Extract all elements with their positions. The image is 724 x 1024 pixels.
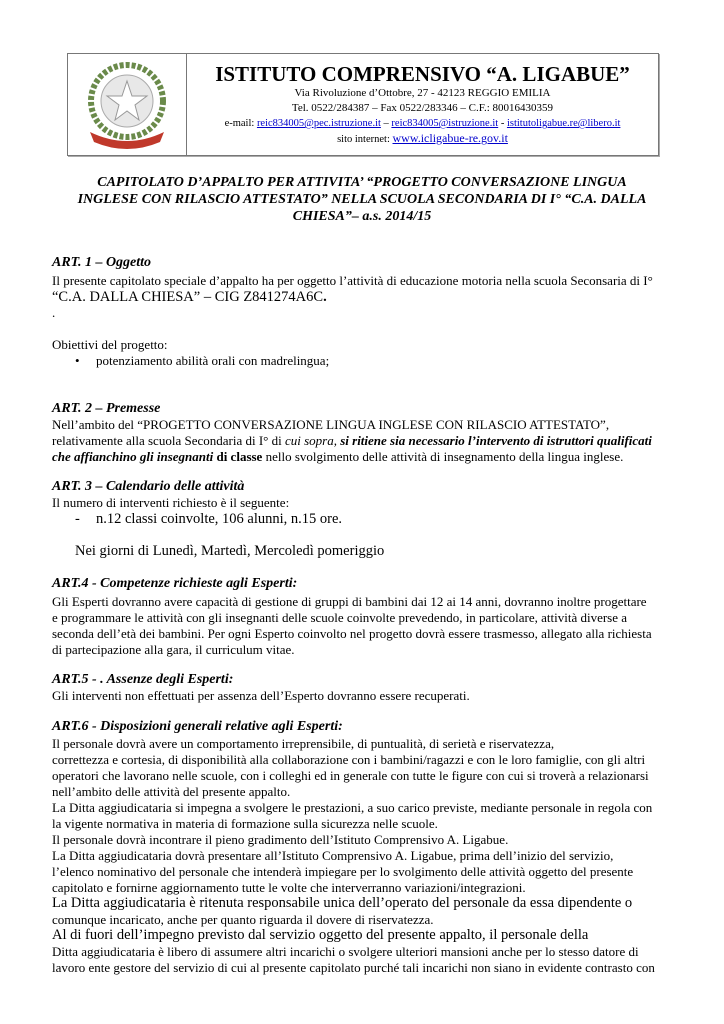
site-line [187, 131, 658, 147]
text: . [323, 289, 327, 305]
art6-line: comunque incaricato, anche per quanto riguarda il dovere di riservatezza. [52, 912, 434, 927]
letterhead [67, 53, 659, 156]
art3-item: n.12 classi coinvolte, 106 alunni, n.15 ore. [96, 511, 343, 527]
art6-heading: ART.6 - Disposizioni generali relative agli Esperti: [52, 719, 343, 734]
text: “C.A. DALLA CHIESA” – [52, 289, 215, 305]
art6-line: Il personale dovrà incontrare il pieno gradimento dell’Istituto Comprensivo A. Ligabue. [52, 832, 509, 847]
art2-line: Nell’ambito del “PROGETTO CONVERSAZIONE LINGUA INGLESE CON RILASCIO ATTESTATO”, [52, 417, 610, 432]
email-label: e-mail: [224, 118, 257, 129]
art1-heading: ART. 1 – Oggetto [52, 255, 152, 270]
art2-heading: ART. 2 – Premesse [52, 401, 161, 416]
art3-line: Il numero di interventi richiesto è il seguente: [52, 495, 290, 510]
art6-line: La Ditta aggiudicataria dovrà presentare all’Istituto Comprensivo A. Ligabue, prima dell’inizio del servizio, [52, 848, 614, 863]
text: nello svolgimento delle attività di insegnamento della lingua inglese. [262, 449, 624, 464]
art4-line: di partecipazione alla gara, il curriculum vitae. [52, 642, 295, 657]
art6-line: Ditta aggiudicataria è libero di assumere altri incarichi o svolgere ulteriori mansioni anche per lo stesso datore di [52, 944, 639, 959]
art6-line: l’elenco nominativo del personale che intenderà impiegare per lo svolgimento delle attività oggetto del presente [52, 864, 634, 879]
email-link[interactable]: reic834005@istruzione.it [391, 118, 499, 129]
dot: . [52, 305, 56, 320]
art6-line: La Ditta aggiudicataria è ritenuta responsabile unica dell’operato del personale da essa dipendente o [52, 895, 633, 911]
email-pec-link[interactable]: reic834005@pec.istruzione.it [256, 118, 381, 129]
art3-heading: ART. 3 – Calendario delle attività [52, 479, 245, 494]
art6-line: operatori che lavorano nelle scuole, con i colleghi ed in generale con tutte le figure con cui si troverà a relazionarsi [52, 768, 649, 783]
text: che affianchino gli insegnanti [52, 449, 214, 464]
doc-title-3: CHIESA”– a.s. 2014/15 [292, 209, 432, 224]
art1-line [52, 289, 327, 305]
school-name: ISTITUTO COMPRENSIVO “A. LIGABUE” [215, 62, 630, 86]
art2-line [52, 449, 623, 465]
art6-line: capitolato e fornirne aggiornamento tutte le volte che interverranno variazioni/integrazioni. [52, 880, 526, 895]
art2-line [52, 433, 652, 449]
cig-code: CIG Z841274A6C [214, 289, 324, 305]
sep: - [498, 118, 507, 129]
phone-fax: Tel. 0522/284387 – Fax 0522/283346 – C.F.: 80016430359 [291, 102, 554, 114]
art6-line: Il personale dovrà avere un comportamento irreprensibile, di puntualità, di serietà e riservatezza, [52, 736, 555, 751]
art5-heading: ART.5 - . Assenze degli Esperti: [52, 672, 234, 687]
art6-line: lavoro ente gestore del servizio di cui al presente capitolato purché tali incarichi non siano in evidente contrasto con [52, 960, 655, 975]
bullet-icon: • [75, 353, 80, 368]
art4-line: Gli Esperti dovranno avere capacità di gestione di gruppi di bambini dai 12 ai 14 anni, dovranno inoltre progettare [52, 594, 647, 609]
emblem-logo [68, 54, 187, 155]
art6-line: nell’ambito delle attività del presente appalto. [52, 784, 291, 799]
website-link[interactable]: www.icligabue-re.gov.it [392, 131, 508, 145]
address: Via Rivoluzione d’Ottobre, 27 - 42123 REGGIO EMILIA [294, 87, 551, 99]
sep: – [380, 118, 392, 129]
art1-line: Il presente capitolato speciale d’appalto ha per oggetto l’attività di educazione motoria nella scuola Seconsaria di I° [52, 273, 653, 288]
email-libero-link[interactable]: istitutoligabue.re@libero.it [506, 118, 621, 129]
email-line [187, 116, 658, 131]
text: di classe [213, 449, 263, 464]
text: relativamente alla scuola Secondaria di I° di [52, 433, 285, 448]
text: cui sopra, [284, 433, 337, 448]
objective-item: potenziamento abilità orali con madrelingua; [96, 353, 330, 368]
art6-line: la vigente normativa in materia di formazione sulla sicurezza nelle scuole. [52, 816, 438, 831]
art3-days: Nei giorni di Lunedì, Martedì, Mercoledì pomeriggio [75, 543, 385, 559]
art6-line: correttezza e cortesia, di disponibilità alla collaborazione con i bambini/ragazzi e con le loro famiglie, con gli altri [52, 752, 646, 767]
doc-title-2: INGLESE CON RILASCIO ATTESTATO” NELLA SCUOLA SECONDARIA DI I° “C.A. DALLA [77, 192, 647, 207]
art4-line: seconda dell’età dei bambini. Per ogni Esperto coinvolto nel progetto dovrà essere trasmesso, allegato alla richiesta [52, 626, 652, 641]
text: si ritiene sia necessario l’intervento di istruttori qualificati [336, 433, 652, 448]
site-label: sito internet: [337, 134, 393, 145]
objectives-label: Obiettivi del progetto: [52, 337, 168, 352]
art6-line: Al di fuori dell’impegno previsto dal servizio oggetto del presente appalto, il personale della [52, 927, 589, 943]
dash-icon: - [75, 511, 80, 527]
doc-title-1: CAPITOLATO D’APPALTO PER ATTIVITA’ “PROGETTO CONVERSAZIONE LINGUA [97, 175, 627, 190]
art4-line: e programmare le attività con gli insegnanti delle scuole coinvolte prevedendo, in particolare, attività diverse a [52, 610, 628, 625]
art4-heading: ART.4 - Competenze richieste agli Esperti: [52, 576, 298, 591]
art6-line: La Ditta aggiudicataria si impegna a svolgere le prestazioni, a suo carico previste, mediante personale in regola con [52, 800, 653, 815]
art5-line: Gli interventi non effettuati per assenza dell’Esperto dovranno essere recuperati. [52, 688, 470, 703]
